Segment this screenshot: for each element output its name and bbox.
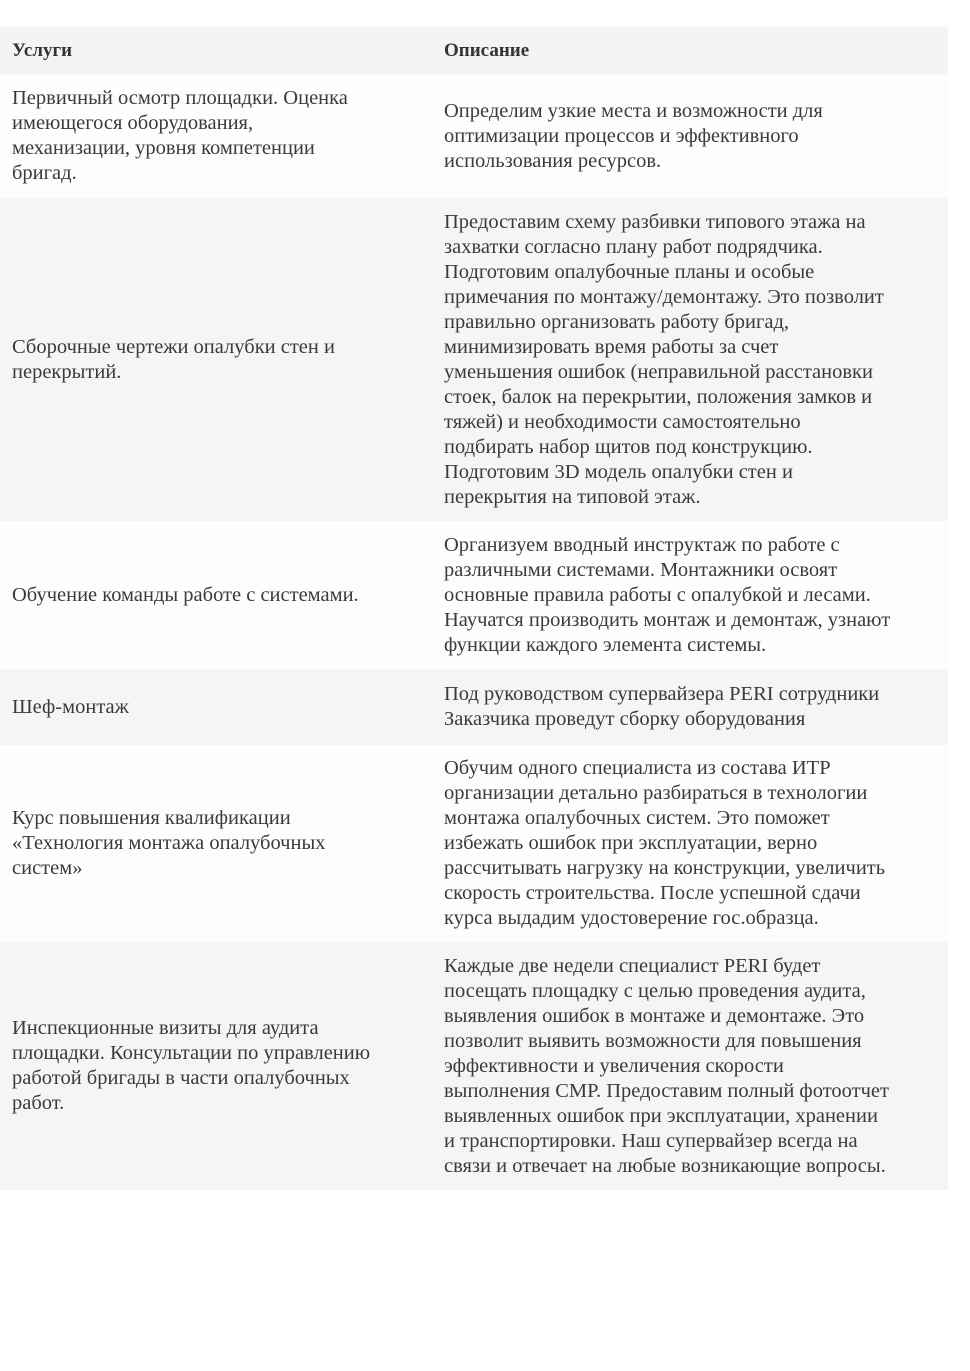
table-row xyxy=(0,942,948,1190)
service-cell: Обучение команды работе с системами. xyxy=(0,521,428,669)
table-row xyxy=(0,198,948,521)
service-cell: Шеф-монтаж xyxy=(0,669,428,745)
description-cell: Организуем вводный инструктаж по работе с различными системами. Монтажники освоят основные правила работы с опалубкой и лесами. Научатся производить монтаж и демонтаж, узнают функции каждого элемента системы. xyxy=(428,521,948,669)
table-row xyxy=(0,745,948,942)
services-table xyxy=(0,27,948,1190)
header-description: Описание xyxy=(428,27,948,74)
service-cell: Инспекционные визиты для аудита площадки. Консультации по управлению работой бригады в части опалубочных работ. xyxy=(0,942,428,1190)
description-cell: Обучим одного специалиста из состава ИТР организации детально разбираться в технологии монтажа опалубочных систем. Это поможет избежать ошибок при эксплуатации, верно рассчитывать нагрузку на конструкции, увеличить скорость строительства. После успешной сдачи курса выдадим удостоверение гос.образца. xyxy=(428,745,948,942)
table-row xyxy=(0,521,948,669)
service-cell: Сборочные чертежи опалубки стен и перекрытий. xyxy=(0,198,428,521)
table-row xyxy=(0,669,948,745)
description-cell: Предоставим схему разбивки типового этажа на захватки согласно плану работ подрядчика. Подготовим опалубочные планы и особые примечания по монтажу/демонтажу. Это позволит правильно организовать работу бригад, минимизировать время работы за счет уменьшения ошибок (неправильной расстановки стоек, балок на перекрытии, положения замков и тяжей) и необходимости самостоятельно подбирать набор щитов под конструкцию. Подготовим 3D модель опалубки стен и перекрытия на типовой этаж. xyxy=(428,198,948,521)
header-services: Услуги xyxy=(0,27,428,74)
description-cell: Каждые две недели специалист PERI будет посещать площадку с целью проведения аудита, выявления ошибок в монтаже и демонтаже. Это позволит выявить возможности для повышения эффективности и увеличения скорости выполнения СМР. Предоставим полный фотоотчет выявленных ошибок при эксплуатации, хранении и транспортировки. Наш супервайзер всегда на связи и отвечает на любые возникающие вопросы. xyxy=(428,942,948,1190)
description-cell: Определим узкие места и возможности для оптимизации процессов и эффективного использования ресурсов. xyxy=(428,74,948,198)
table-row xyxy=(0,74,948,198)
description-cell: Под руководством супервайзера PERI сотрудники Заказчика проведут сборку оборудования xyxy=(428,669,948,745)
service-cell: Первичный осмотр площадки. Оценка имеющегося оборудования, механизации, уровня компетенции бригад. xyxy=(0,74,428,198)
table-header-row xyxy=(0,27,948,74)
service-cell: Курс повышения квалификации «Технология монтажа опалубочных систем» xyxy=(0,745,428,942)
